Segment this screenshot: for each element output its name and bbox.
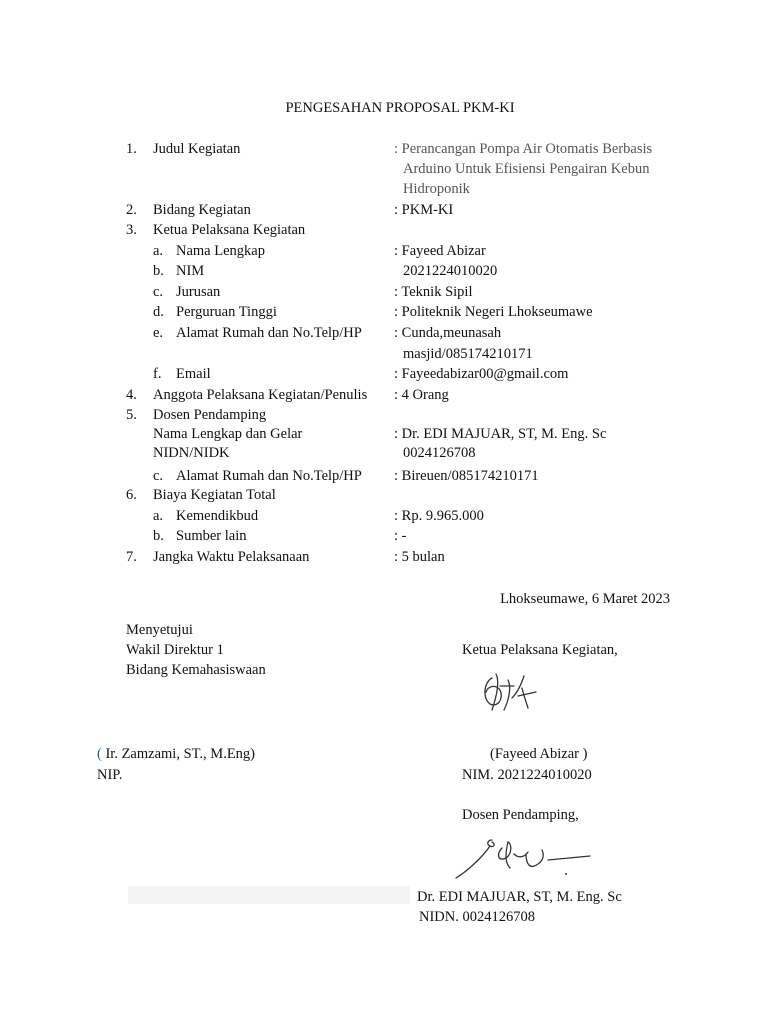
approver-line2: Wakil Direktur 1	[126, 642, 224, 658]
sub-letter: c.	[153, 284, 164, 300]
approver-line1: Menyetujui	[126, 622, 193, 638]
sub-value-kemendikbud: : Rp. 9.965.000	[394, 508, 484, 524]
sub-label-nim: NIM	[176, 263, 205, 279]
sub-label-dosen-alamat: Alamat Rumah dan No.Telp/HP	[176, 468, 362, 484]
sub-label-perguruan-tinggi: Perguruan Tinggi	[176, 304, 277, 320]
item-label-waktu: Jangka Waktu Pelaksanaan	[153, 549, 310, 565]
sub-label-email: Email	[176, 366, 211, 382]
place-date: Lhokseumawe, 6 Maret 2023	[500, 591, 670, 607]
sub-value-alamat-line1: : Cunda,meunasah	[394, 325, 502, 341]
sub-letter: d.	[153, 304, 164, 320]
item-value-anggota: : 4 Orang	[394, 387, 449, 403]
item-number: 4.	[126, 387, 137, 403]
faint-highlight-bar	[128, 886, 410, 904]
item-value-judul-line2: Arduino Untuk Efisiensi Pengairan Kebun	[403, 161, 650, 177]
ketua-nim: NIM. 2021224010020	[462, 767, 592, 783]
sub-letter: e.	[153, 325, 164, 341]
dosen-role: Dosen Pendamping,	[462, 807, 579, 823]
item-number: 5.	[126, 407, 137, 423]
item-number: 1.	[126, 141, 137, 157]
approver-name-text: Ir. Zamzami, ST., M.Eng)	[105, 746, 255, 762]
open-paren: (	[97, 746, 102, 762]
approver-name	[97, 744, 255, 764]
item-label-biaya: Biaya Kegiatan Total	[153, 487, 276, 503]
sub-letter: b.	[153, 263, 164, 279]
dosen-name: Dr. EDI MAJUAR, ST, M. Eng. Sc	[417, 889, 622, 905]
approver-line3: Bidang Kemahasiswaan	[126, 662, 266, 678]
sub-letter: c.	[153, 468, 164, 484]
item-value-judul-line1: : Perancangan Pompa Air Otomatis Berbasis	[394, 141, 653, 157]
item-number: 3.	[126, 222, 137, 238]
sub-value-dosen-nama: : Dr. EDI MAJUAR, ST, M. Eng. Sc	[394, 426, 607, 442]
sub-label-alamat: Alamat Rumah dan No.Telp/HP	[176, 325, 362, 341]
sub-label-dosen-nama: Nama Lengkap dan Gelar	[153, 426, 303, 442]
item-label-judul: Judul Kegiatan	[153, 141, 241, 157]
sub-letter: a.	[153, 243, 164, 259]
item-number: 7.	[126, 549, 137, 565]
ketua-name: (Fayeed Abizar )	[490, 746, 588, 762]
sub-value-email: : Fayeedabizar00@gmail.com	[394, 366, 569, 382]
sub-letter: f.	[153, 366, 162, 382]
item-value-judul-line3: Hidroponik	[403, 181, 470, 197]
item-value-waktu: : 5 bulan	[394, 549, 445, 565]
item-value-bidang: : PKM-KI	[394, 202, 454, 218]
sub-label-jurusan: Jurusan	[176, 284, 221, 300]
document-title: PENGESAHAN PROPOSAL PKM-KI	[285, 100, 515, 116]
item-label-anggota: Anggota Pelaksana Kegiatan/Penulis	[153, 387, 368, 403]
sub-value-nama: : Fayeed Abizar	[394, 243, 486, 259]
ketua-role: Ketua Pelaksana Kegiatan,	[462, 642, 618, 658]
item-label-ketua: Ketua Pelaksana Kegiatan	[153, 222, 306, 238]
dosen-nidn: NIDN. 0024126708	[419, 909, 535, 925]
item-number: 2.	[126, 202, 137, 218]
sub-label-nama: Nama Lengkap	[176, 243, 265, 259]
sub-value-alamat-line2: masjid/085174210171	[403, 346, 533, 362]
sub-label-sumber-lain: Sumber lain	[176, 528, 247, 544]
sub-label-kemendikbud: Kemendikbud	[176, 508, 259, 524]
item-label-dosen: Dosen Pendamping	[153, 407, 267, 423]
item-number: 6.	[126, 487, 137, 503]
sub-letter: b.	[153, 528, 164, 544]
sub-letter: a.	[153, 508, 164, 524]
approver-nip: NIP.	[97, 767, 123, 783]
item-label-bidang: Bidang Kegiatan	[153, 202, 251, 218]
sub-value-nim: 2021224010020	[403, 263, 498, 279]
sub-value-dosen-alamat: : Bireuen/085174210171	[394, 468, 539, 484]
sub-value-jurusan: : Teknik Sipil	[394, 284, 473, 300]
sub-label-dosen-nidn: NIDN/NIDK	[153, 445, 230, 461]
sub-value-dosen-nidn: 0024126708	[403, 445, 476, 461]
ketua-signature-icon	[478, 668, 542, 716]
sub-value-perguruan-tinggi: : Politeknik Negeri Lhokseumawe	[394, 304, 593, 320]
dosen-signature-icon	[452, 834, 594, 884]
sub-value-sumber-lain: : -	[394, 528, 407, 544]
